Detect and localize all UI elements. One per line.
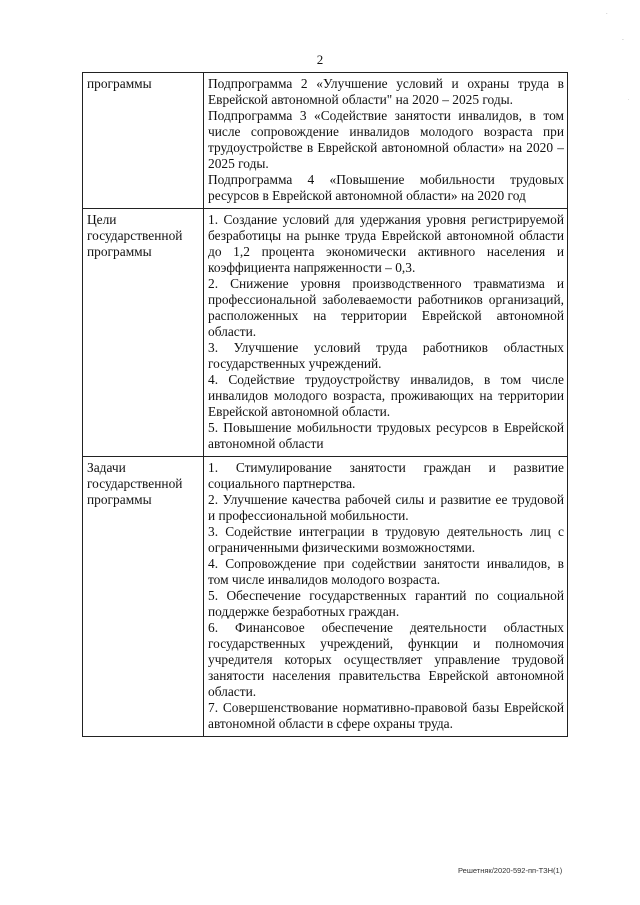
content-paragraph: 1. Стимулирование занятости граждан и развитие социального партнерства. <box>208 460 564 491</box>
row-label: Задачи государственной программы <box>87 460 183 507</box>
scan-artifact: . <box>606 10 608 16</box>
table-row <box>83 73 568 209</box>
scan-artifact: . <box>628 96 630 102</box>
content-paragraph: 3. Содействие интеграции в трудовую деятельность лиц с ограниченными физическими возможностями. <box>208 524 564 555</box>
row-content-cell <box>204 73 568 209</box>
scan-artifact: ` <box>622 40 624 46</box>
content-paragraph: 1. Создание условий для удержания уровня регистрируемой безработицы на рынке труда Еврейской автономной области до 1,2 процента экономически активного населения и коэффициента напряженности – 0,3. <box>208 212 564 275</box>
content-paragraph: 5. Обеспечение государственных гарантий по социальной поддержке безработных граждан. <box>208 588 564 619</box>
page-number: 2 <box>316 52 324 67</box>
content-paragraph: Подпрограмма 2 «Улучшение условий и охраны труда в Еврейской автономной области" на 2020 – 2025 годы. <box>208 76 564 107</box>
table-row <box>83 209 568 457</box>
content-paragraph: 7. Совершенствование нормативно-правовой базы Еврейской автономной области в сфере охраны труда. <box>208 700 564 731</box>
content-paragraph: 6. Финансовое обеспечение деятельности областных государственных учреждений, функции и полномочия учредителя которых осуществляет управление трудовой занятости населения правительства Еврейской автономной области. <box>208 620 564 699</box>
document-footer-code: Решетняк/2020-592-пп-ТЗН(1) <box>458 866 563 875</box>
content-paragraph: 4. Содействие трудоустройству инвалидов, в том числе инвалидов молодого возраста, проживающих на территории Еврейской автономной области. <box>208 372 564 419</box>
content-paragraph: 5. Повышение мобильности трудовых ресурсов в Еврейской автономной области <box>208 420 564 451</box>
content-paragraph: Подпрограмма 3 «Содействие занятости инвалидов, в том числе сопровождение инвалидов молодого возраста при трудоустройстве в Еврейской автономной области» на 2020 – 2025 годы. <box>208 108 564 171</box>
row-label-cell <box>83 209 204 457</box>
row-label: программы <box>87 76 152 91</box>
row-label: Цели государственной программы <box>87 212 183 259</box>
table-row <box>83 457 568 737</box>
row-label-cell <box>83 73 204 209</box>
content-paragraph: 4. Сопровождение при содействии занятости инвалидов, в том числе инвалидов молодого возраста. <box>208 556 564 587</box>
row-content-cell <box>204 209 568 457</box>
content-paragraph: Подпрограмма 4 «Повышение мобильности трудовых ресурсов в Еврейской автономной области» на 2020 год <box>208 172 564 203</box>
content-paragraph: 2. Снижение уровня производственного травматизма и профессиональной заболеваемости работников организаций, расположенных на территории Еврейской автономной области. <box>208 276 564 339</box>
program-passport-table <box>82 72 568 737</box>
content-paragraph: 3. Улучшение условий труда работников областных государственных учреждений. <box>208 340 564 371</box>
row-content-cell <box>204 457 568 737</box>
row-label-cell <box>83 457 204 737</box>
content-paragraph: 2. Улучшение качества рабочей силы и развитие ее трудовой и профессиональной мобильности. <box>208 492 564 523</box>
